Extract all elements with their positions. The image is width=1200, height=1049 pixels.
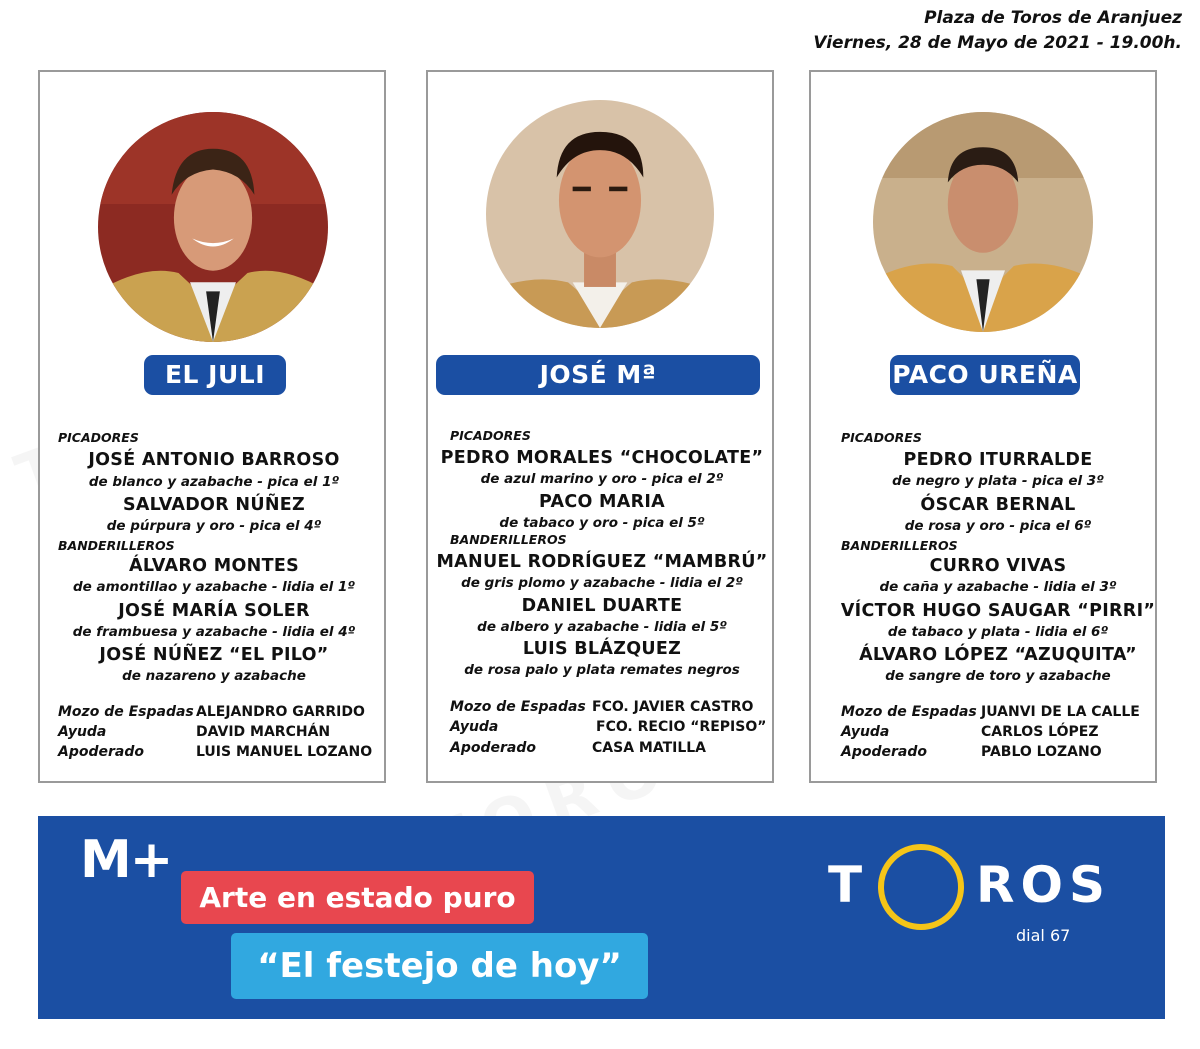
torero-photo — [873, 112, 1093, 332]
picador-suit: de negro y plata - pica el 3º — [892, 473, 1104, 489]
banderillero-suit: de albero y azabache - lidia el 5º — [477, 619, 727, 635]
picador-name: PEDRO MORALES “CHOCOLATE” — [440, 448, 764, 468]
tagline-arte: Arte en estado puro — [181, 871, 534, 924]
staff-row — [841, 744, 1102, 760]
torero-photo — [486, 100, 714, 328]
banderilleros-label: BANDERILLEROS — [841, 538, 958, 553]
picador-name: SALVADOR NÚÑEZ — [122, 495, 306, 515]
staff-row — [58, 704, 365, 720]
staff-row — [841, 704, 1140, 720]
picador-name: JOSÉ ANTONIO BARROSO — [88, 450, 340, 470]
staff-row — [58, 724, 331, 740]
banderillero-suit: de caña y azabache - lidia el 3º — [879, 579, 1117, 595]
staff-name: JUANVI DE LA CALLE — [981, 704, 1140, 720]
banderillero-name: MANUEL RODRÍGUEZ “MAMBRÚ” — [436, 552, 768, 572]
staff-name: PABLO LOZANO — [981, 744, 1102, 760]
picador-name: ÓSCAR BERNAL — [920, 495, 1076, 515]
staff-row — [450, 740, 707, 756]
torero-name-badge: PACO UREÑA — [890, 355, 1080, 395]
torero-name-badge: EL JULI — [144, 355, 286, 395]
banderilleros-label: BANDERILLEROS — [58, 538, 175, 553]
staff-role: Ayuda — [450, 719, 499, 735]
banderillero-suit: de nazareno y azabache — [122, 668, 306, 684]
staff-role: Mozo de Espadas — [450, 699, 586, 715]
staff-row — [58, 744, 373, 760]
picador-name: PACO MARIA — [538, 492, 666, 512]
picadores-label: PICADORES — [841, 430, 922, 445]
banderillero-name: LUIS BLÁZQUEZ — [522, 639, 682, 659]
picadores-label: PICADORES — [58, 430, 139, 445]
event-date: Viernes, 28 de Mayo de 2021 - 19.00h. — [813, 33, 1182, 53]
staff-role: Ayuda — [841, 724, 890, 740]
banderillero-name: DANIEL DUARTE — [521, 596, 683, 616]
picador-name: PEDRO ITURRALDE — [903, 450, 1093, 470]
banderillero-name: ÁLVARO LÓPEZ “AZUQUITA” — [859, 645, 1137, 665]
picador-suit: de blanco y azabache - pica el 1º — [88, 474, 340, 490]
staff-role: Mozo de Espadas — [58, 704, 194, 720]
toros-logo-ros: ROS — [976, 856, 1112, 914]
banderillero-suit: de sangre de toro y azabache — [885, 668, 1111, 684]
staff-row — [450, 719, 767, 735]
banderillero-name: VÍCTOR HUGO SAUGAR “PIRRI” — [840, 601, 1156, 621]
staff-name: ALEJANDRO GARRIDO — [196, 704, 365, 720]
torero-photo — [98, 112, 328, 342]
picador-suit: de tabaco y oro - pica el 5º — [499, 515, 705, 531]
movistar-plus-logo: M+ — [80, 830, 172, 890]
toros-logo-t: T — [828, 856, 869, 914]
banderillero-name: ÁLVARO MONTES — [129, 556, 299, 576]
torero-card-manzanares — [426, 70, 774, 783]
staff-row — [841, 724, 1099, 740]
staff-role: Apoderado — [450, 740, 536, 756]
channel-dial: dial 67 — [1016, 926, 1071, 945]
banderillero-suit: de rosa palo y plata remates negros — [464, 662, 740, 678]
staff-row — [450, 699, 754, 715]
tagline-festejo: “El festejo de hoy” — [231, 933, 648, 999]
picadores-label: PICADORES — [450, 428, 531, 443]
picador-suit: de azul marino y oro - pica el 2º — [480, 471, 724, 487]
staff-name: FCO. JAVIER CASTRO — [592, 699, 754, 715]
torero-card-el-juli — [38, 70, 386, 783]
picador-suit: de púrpura y oro - pica el 4º — [106, 518, 322, 534]
banderillero-name: CURRO VIVAS — [929, 556, 1067, 576]
banderilleros-label: BANDERILLEROS — [450, 532, 567, 547]
staff-name: DAVID MARCHÁN — [196, 724, 331, 740]
picador-suit: de rosa y oro - pica el 6º — [904, 518, 1092, 534]
staff-role: Ayuda — [58, 724, 107, 740]
staff-role: Apoderado — [58, 744, 144, 760]
banderillero-name: JOSÉ MARÍA SOLER — [118, 601, 310, 621]
staff-name: FCO. RECIO “REPISO” — [596, 719, 767, 735]
banderillero-suit: de frambuesa y azabache - lidia el 4º — [72, 624, 356, 640]
banderillero-suit: de gris plomo y azabache - lidia el 2º — [461, 575, 743, 591]
staff-role: Mozo de Espadas — [841, 704, 977, 720]
venue-title: Plaza de Toros de Aranjuez — [924, 8, 1182, 28]
toros-logo — [828, 844, 1128, 954]
torero-name-badge: JOSÉ Mª MANZANARES — [436, 355, 760, 395]
event-header — [813, 6, 1182, 56]
banderillero-name: JOSÉ NÚÑEZ “EL PILO” — [99, 645, 329, 665]
toros-ring-icon — [878, 844, 964, 930]
staff-name: CASA MATILLA — [592, 740, 707, 756]
banderillero-suit: de tabaco y plata - lidia el 6º — [887, 624, 1109, 640]
banderillero-suit: de amontillao y azabache - lidia el 1º — [73, 579, 355, 595]
staff-name: CARLOS LÓPEZ — [981, 724, 1099, 740]
promo-banner — [38, 816, 1165, 1019]
torero-card-paco-urena — [809, 70, 1157, 783]
staff-name: LUIS MANUEL LOZANO — [196, 744, 373, 760]
staff-role: Apoderado — [841, 744, 927, 760]
